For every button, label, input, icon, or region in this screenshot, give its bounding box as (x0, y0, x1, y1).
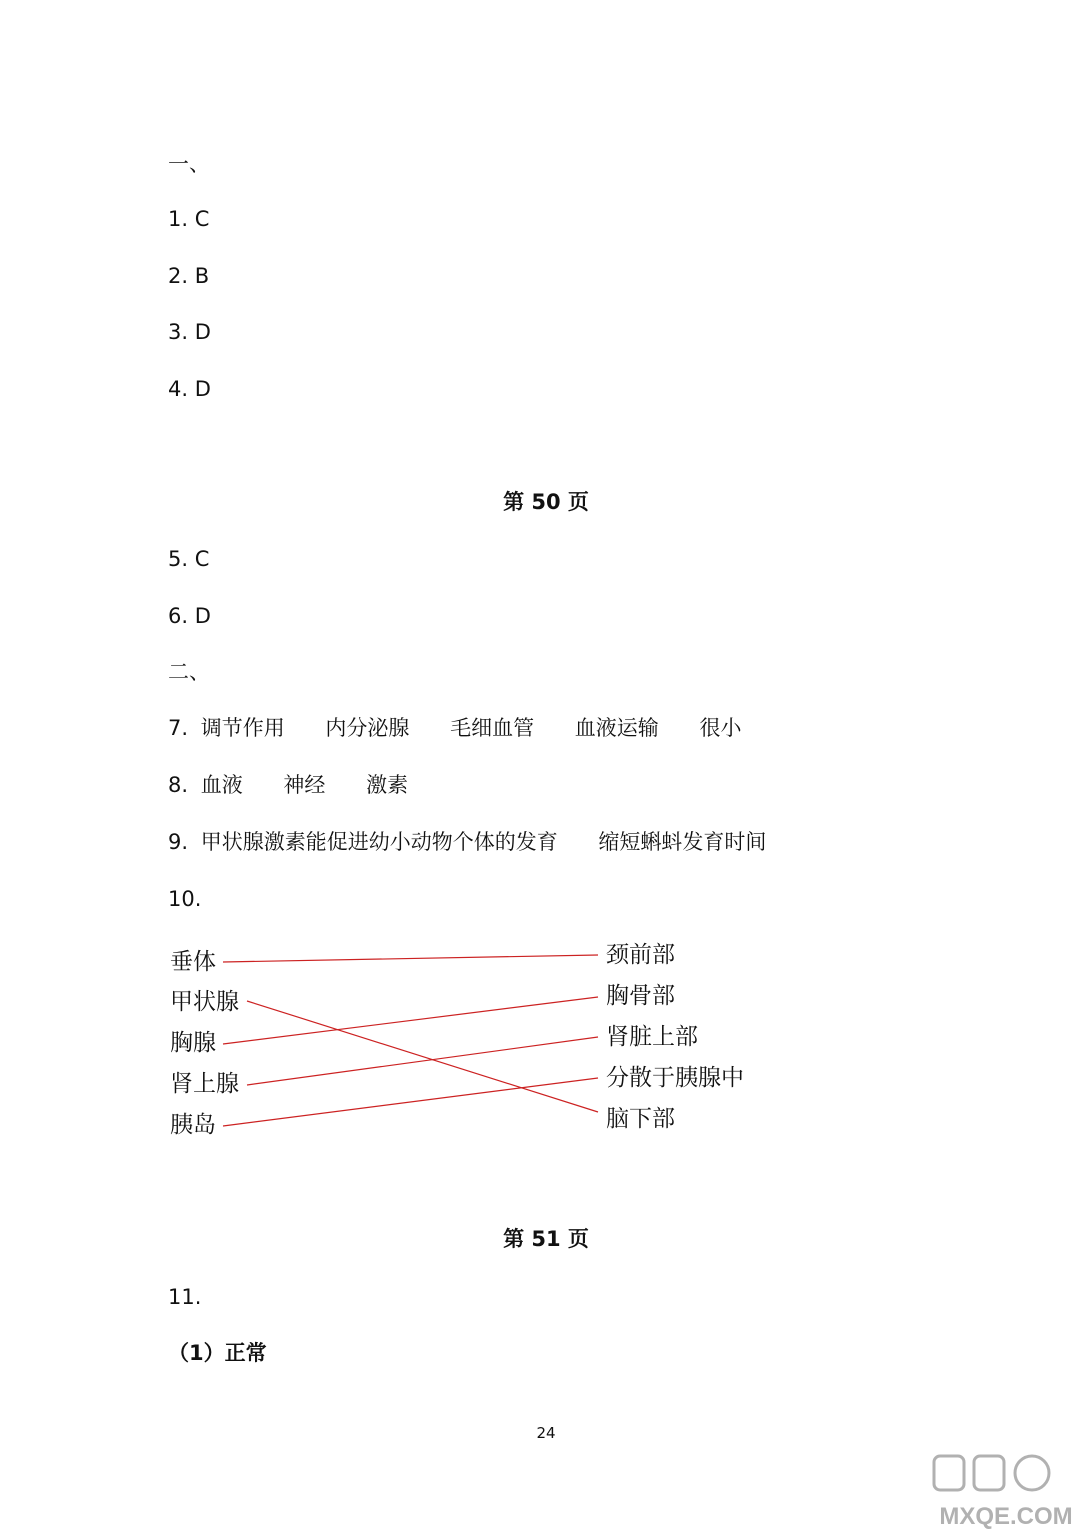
link-thyroid-below-brain (247, 1001, 598, 1112)
q7-number: 7. (168, 716, 189, 740)
left-item-thyroid: 甲状腺 (170, 989, 239, 1015)
q9-answer-2: 缩短蝌蚪发育时间 (598, 830, 767, 854)
right-item-below-brain: 脑下部 (606, 1106, 675, 1132)
q8-number: 8. (168, 773, 189, 797)
q9-answer-1: 甲状腺激素能促进幼小动物个体的发育 (200, 830, 558, 854)
left-item-adrenal: 肾上腺 (170, 1071, 239, 1097)
link-pituitary-front-neck (223, 955, 598, 962)
watermark-text: MXQE.COM (939, 1503, 1073, 1530)
section-two-heading: 二、 (168, 660, 210, 684)
section-one-heading: 一、 (168, 152, 210, 176)
q8-answer-1: 血液 (200, 773, 243, 797)
question-11-number: 11. (168, 1285, 202, 1309)
q7-answer-1: 调节作用 (200, 716, 285, 740)
q7-answer-4: 血液运输 (574, 716, 659, 740)
q7-answer-3: 毛细血管 (450, 716, 535, 740)
right-item-sternum: 胸骨部 (606, 983, 675, 1009)
page-50-heading: 第 50 页 (503, 490, 589, 514)
q8-answer-3: 激素 (366, 773, 409, 797)
q7-answer-5: 很小 (699, 716, 742, 740)
left-item-pituitary: 垂体 (170, 949, 216, 975)
q9-number: 9. (168, 830, 189, 854)
q7-answer-2: 内分泌腺 (325, 716, 410, 740)
page-51-heading: 第 51 页 (503, 1227, 589, 1251)
right-item-front-neck: 颈前部 (606, 942, 675, 968)
watermark-logo (926, 1452, 1086, 1532)
right-item-above-kidney: 肾脏上部 (606, 1024, 698, 1050)
question-11-sub-1: （1）正常 (168, 1341, 267, 1365)
answer-4: 4. D (168, 377, 211, 401)
question-10-number: 10. (168, 887, 202, 911)
answer-2: 2. B (168, 264, 210, 288)
link-islets-in-pancreas (223, 1078, 598, 1126)
link-adrenal-above-kidney (247, 1037, 598, 1085)
q8-answer-2: 神经 (283, 773, 326, 797)
left-item-thymus: 胸腺 (170, 1030, 216, 1056)
answer-1: 1. C (168, 207, 210, 231)
left-item-islets: 胰岛 (170, 1112, 216, 1138)
page-number: 24 (536, 1424, 556, 1442)
answer-3: 3. D (168, 320, 211, 344)
answer-6: 6. D (168, 604, 211, 628)
right-item-in-pancreas: 分散于胰腺中 (606, 1065, 744, 1091)
answer-5: 5. C (168, 547, 210, 571)
link-thymus-sternum (223, 997, 598, 1044)
